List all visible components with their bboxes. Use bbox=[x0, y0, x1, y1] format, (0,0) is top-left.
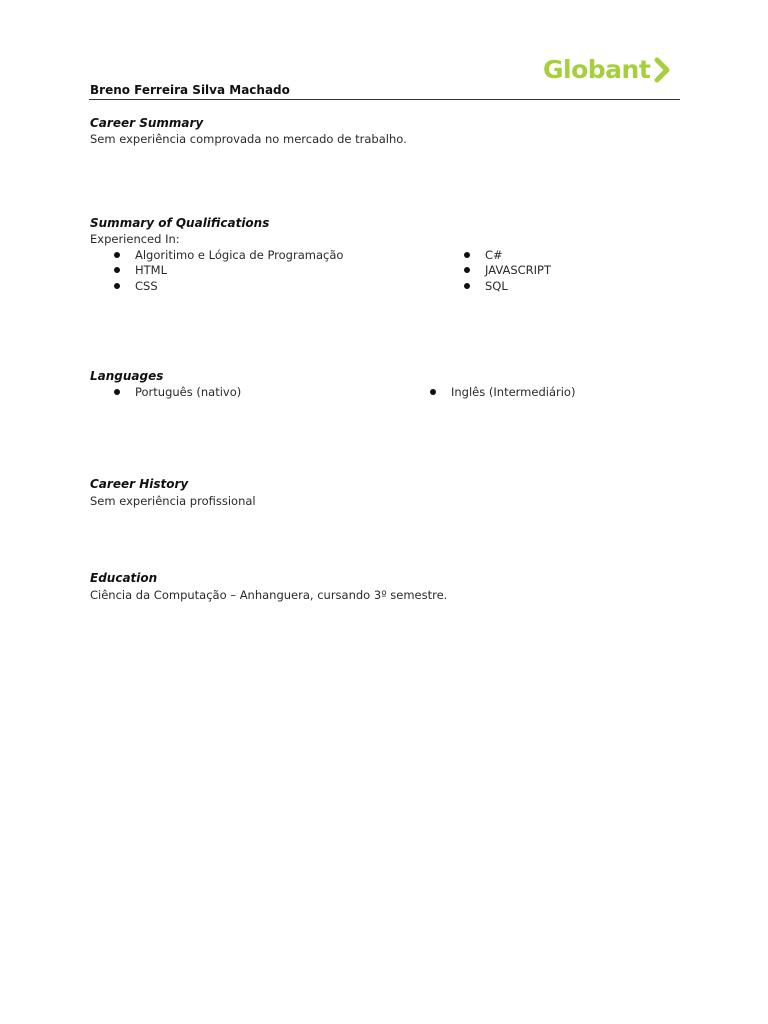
career-summary-text: Sem experiência comprovada no mercado de trabalho. bbox=[90, 132, 407, 146]
list-item bbox=[114, 385, 241, 399]
bullet-icon bbox=[464, 252, 470, 258]
bullet-icon bbox=[464, 283, 470, 289]
globant-logo bbox=[543, 54, 672, 86]
qualification-label: C# bbox=[485, 248, 503, 262]
language-label: Português (nativo) bbox=[135, 385, 242, 399]
qualification-label: SQL bbox=[485, 279, 508, 293]
career-summary-heading: Career Summary bbox=[90, 116, 204, 130]
list-item bbox=[114, 248, 343, 262]
language-label: Inglês (Intermediário) bbox=[451, 385, 576, 399]
education-heading: Education bbox=[90, 571, 158, 585]
list-item bbox=[464, 279, 508, 293]
list-item bbox=[464, 248, 503, 262]
education-text: Ciência da Computação – Anhanguera, cursando 3º semestre. bbox=[90, 588, 448, 602]
candidate-name: Breno Ferreira Silva Machado bbox=[90, 83, 290, 97]
logo-text: Globant bbox=[543, 55, 651, 84]
bullet-icon bbox=[114, 389, 120, 395]
list-item bbox=[464, 263, 551, 277]
chevron-right-icon bbox=[652, 57, 672, 83]
bullet-icon bbox=[430, 389, 436, 395]
career-history-heading: Career History bbox=[90, 477, 189, 491]
bullet-icon bbox=[464, 267, 470, 273]
qualifications-intro: Experienced In: bbox=[90, 232, 180, 246]
qualifications-heading: Summary of Qualifications bbox=[90, 216, 270, 230]
list-item bbox=[114, 263, 167, 277]
qualification-label: JAVASCRIPT bbox=[485, 263, 551, 277]
qualification-label: HTML bbox=[135, 263, 168, 277]
header-divider bbox=[89, 99, 680, 100]
languages-heading: Languages bbox=[90, 369, 164, 383]
bullet-icon bbox=[114, 283, 120, 289]
list-item bbox=[430, 385, 575, 399]
qualification-label: Algoritimo e Lógica de Programação bbox=[135, 248, 344, 262]
list-item bbox=[114, 279, 158, 293]
bullet-icon bbox=[114, 267, 120, 273]
qualification-label: CSS bbox=[135, 279, 158, 293]
bullet-icon bbox=[114, 252, 120, 258]
career-history-text: Sem experiência profissional bbox=[90, 494, 256, 508]
